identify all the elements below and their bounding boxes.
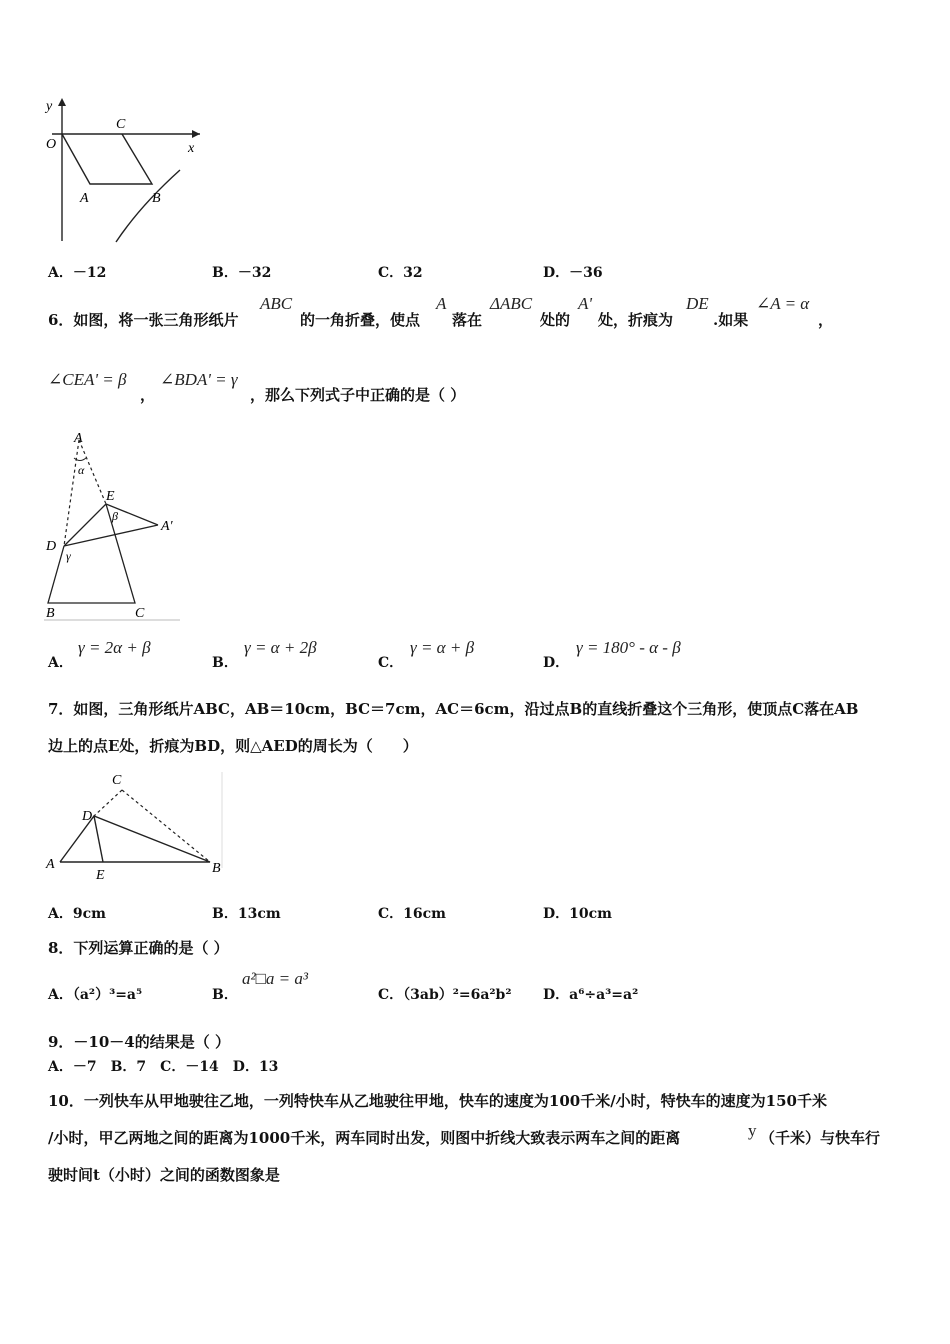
q5-label-b: B bbox=[152, 191, 161, 206]
q8-option-a[interactable]: A．（a²）³=a⁵ bbox=[48, 987, 143, 1003]
q5-figure bbox=[40, 96, 210, 248]
q9-options[interactable]: A．－7 B．7 C．－14 D．13 bbox=[48, 1059, 279, 1075]
q6-label-c: C bbox=[135, 606, 145, 621]
q6-option-c-formula[interactable]: γ = α + β bbox=[410, 638, 475, 657]
q5-option-b[interactable]: B．－32 bbox=[212, 265, 272, 281]
q7-stem-line2: 边上的点E处，折痕为BD，则△AED的周长为（ ） bbox=[48, 737, 418, 755]
q10-var-y: y bbox=[748, 1121, 757, 1140]
q6-option-d-label[interactable]: D． bbox=[543, 655, 570, 671]
q8-option-c[interactable]: C．（3ab）²=6a²b² bbox=[378, 987, 512, 1003]
q6-label-beta: β bbox=[112, 509, 118, 523]
q6-formula-de: DE bbox=[686, 294, 709, 313]
q6-formula-abc: ABC bbox=[260, 294, 293, 313]
q10-stem-line1: 10．一列快车从甲地驶往乙地，一列特快车从乙地驶往甲地，快车的速度为100千米/小时，特快车的速度为150千米 bbox=[48, 1092, 827, 1110]
q8-stem: 8．下列运算正确的是（ ） bbox=[48, 939, 229, 957]
q6-label-b: B bbox=[46, 606, 55, 621]
q6-option-b-formula[interactable]: γ = α + 2β bbox=[244, 638, 317, 657]
q5-label-c: C bbox=[116, 117, 126, 132]
q6-formula-angle-a: ∠A = α bbox=[756, 294, 810, 313]
q8-option-b-label[interactable]: B． bbox=[212, 987, 238, 1003]
q6-label-a-prime: A′ bbox=[161, 519, 173, 534]
q7-option-c[interactable]: C．16cm bbox=[378, 906, 446, 922]
q6-stem-part9: ，那么下列式子中正确的是（ ） bbox=[250, 386, 466, 404]
q10-stem-line2b: （千米）与快车行 bbox=[760, 1129, 881, 1147]
q5-label-y: y bbox=[46, 99, 53, 114]
q7-label-a: A bbox=[46, 857, 55, 872]
q6-formula-a: A bbox=[436, 294, 447, 313]
q6-stem-part8: ， bbox=[140, 386, 156, 404]
q6-stem-part5: 处，折痕为 bbox=[598, 311, 674, 329]
q8-option-d[interactable]: D．a⁶÷a³=a² bbox=[543, 987, 639, 1003]
q6-stem-part4: 处的 bbox=[540, 311, 571, 329]
q6-formula-angle-cea: ∠CEA' = β bbox=[48, 370, 127, 389]
q6-formula-triangle-abc: ΔABC bbox=[490, 294, 533, 313]
q7-option-b[interactable]: B．13cm bbox=[212, 906, 281, 922]
q6-stem-part7: ， bbox=[818, 311, 834, 329]
q6-stem-part3: 落在 bbox=[452, 311, 483, 329]
q10-stem-line2a: /小时，甲乙两地之间的距离为1000千米，两车同时出发，则图中折线大致表示两车之间的距离 bbox=[48, 1129, 681, 1147]
q6-label-alpha: α bbox=[78, 463, 85, 477]
q5-option-d[interactable]: D．－36 bbox=[543, 265, 603, 281]
q6-formula-angle-bda: ∠BDA' = γ bbox=[160, 370, 238, 389]
q9-stem: 9．－10－4的结果是（ ） bbox=[48, 1033, 230, 1051]
q6-stem-part6: .如果 bbox=[713, 311, 749, 329]
q5-label-o: O bbox=[46, 137, 57, 152]
q6-formula-a-prime: A' bbox=[578, 294, 593, 313]
q7-label-e: E bbox=[96, 868, 105, 882]
q5-label-a: A bbox=[80, 191, 89, 206]
q7-option-a[interactable]: A．9cm bbox=[48, 906, 106, 922]
q6-stem-part2: 的一角折叠，使点 bbox=[300, 311, 421, 329]
q6-label-d: D bbox=[46, 539, 57, 554]
q7-label-c: C bbox=[112, 773, 122, 788]
q7-figure bbox=[40, 768, 230, 882]
q6-option-a-formula[interactable]: γ = 2α + β bbox=[78, 638, 151, 657]
q6-option-a-label[interactable]: A． bbox=[48, 655, 73, 671]
q10-stem-line3: 驶时间t（小时）之间的函数图象是 bbox=[48, 1166, 280, 1184]
q5-label-x: x bbox=[188, 141, 195, 156]
q7-stem-line1: 7．如图，三角形纸片ABC，AB＝10cm，BC＝7cm，AC＝6cm，沿过点B的直线折叠这个三角形，使顶点C落在AB bbox=[48, 700, 859, 718]
q7-label-b: B bbox=[212, 861, 221, 876]
q6-label-a: A bbox=[74, 431, 83, 446]
q6-option-b-label[interactable]: B． bbox=[212, 655, 238, 671]
q6-figure bbox=[40, 428, 190, 624]
q5-option-a[interactable]: A．－12 bbox=[48, 265, 107, 281]
q7-label-d: D bbox=[82, 809, 93, 824]
q6-option-d-formula[interactable]: γ = 180° - α - β bbox=[576, 638, 681, 657]
q6-label-gamma: γ bbox=[66, 549, 71, 563]
q6-label-e: E bbox=[106, 489, 115, 504]
q7-option-d[interactable]: D．10cm bbox=[543, 906, 612, 922]
q5-option-c[interactable]: C．32 bbox=[378, 265, 423, 281]
q6-stem-part1: 6．如图，将一张三角形纸片 bbox=[48, 311, 239, 329]
q8-option-b-formula[interactable]: a²□a = a³ bbox=[242, 969, 308, 988]
q6-option-c-label[interactable]: C． bbox=[378, 655, 404, 671]
